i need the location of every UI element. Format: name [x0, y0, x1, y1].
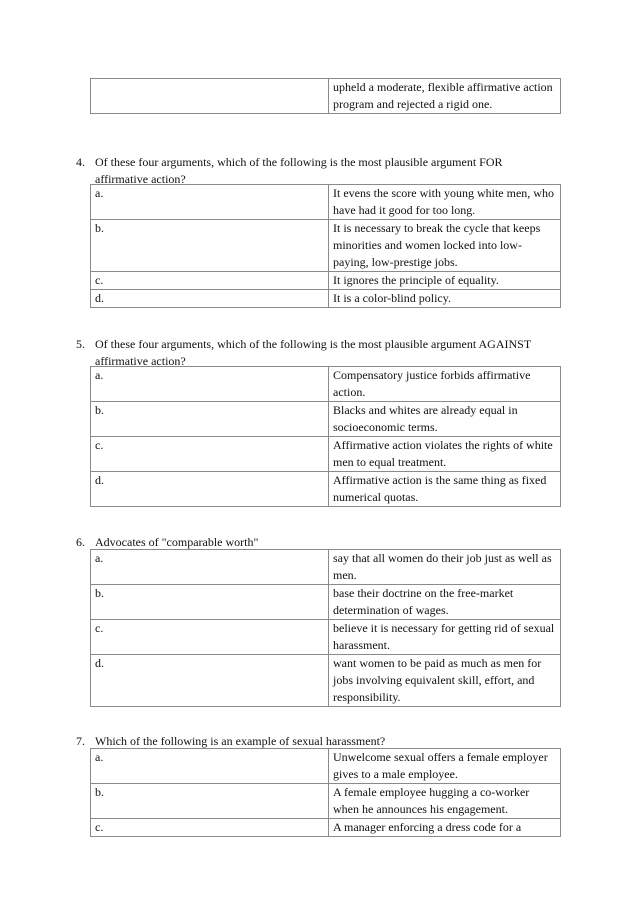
question-number: 5. — [76, 337, 85, 351]
option-text: Blacks and whites are already equal in socioeconomic terms. — [329, 402, 561, 437]
option-text: Affirmative action is the same thing as fixed numerical quotas. — [329, 472, 561, 507]
option-letter: c. — [91, 437, 329, 472]
option-text: Affirmative action violates the rights of white men to equal treatment. — [329, 437, 561, 472]
table-row — [91, 367, 561, 402]
option-text: It is necessary to break the cycle that keeps minorities and women locked into low-paying, low-prestige jobs. — [329, 220, 561, 272]
option-letter: d. — [91, 655, 329, 707]
table-row — [91, 220, 561, 272]
option-letter: a. — [91, 367, 329, 402]
table-row — [91, 585, 561, 620]
option-letter: c. — [91, 272, 329, 290]
option-letter — [91, 79, 329, 114]
table-row — [91, 437, 561, 472]
table-row — [91, 290, 561, 308]
question-text: Of these four arguments, which of the following is the most plausible argument FOR affirmative action? — [95, 155, 503, 186]
option-text: A manager enforcing a dress code for a — [329, 819, 561, 837]
option-text: upheld a moderate, flexible affirmative action program and rejected a rigid one. — [329, 79, 561, 114]
option-text: Compensatory justice forbids affirmative action. — [329, 367, 561, 402]
option-text: want women to be paid as much as men for jobs involving equivalent skill, effort, and responsibility. — [329, 655, 561, 707]
option-letter: b. — [91, 585, 329, 620]
option-letter: d. — [91, 472, 329, 507]
option-text: It is a color-blind policy. — [329, 290, 561, 308]
option-text: say that all women do their job just as well as men. — [329, 550, 561, 585]
table-row — [91, 272, 561, 290]
answer-table-q5 — [90, 366, 561, 507]
question-4 — [76, 154, 546, 188]
option-text: believe it is necessary for getting rid of sexual harassment. — [329, 620, 561, 655]
answer-table-q7 — [90, 748, 561, 837]
table-row — [91, 749, 561, 784]
table-row — [91, 819, 561, 837]
option-letter: a. — [91, 550, 329, 585]
answer-table-q6 — [90, 549, 561, 707]
option-text: It ignores the principle of equality. — [329, 272, 561, 290]
option-text: base their doctrine on the free-market determination of wages. — [329, 585, 561, 620]
table-row — [91, 620, 561, 655]
table-row — [91, 402, 561, 437]
answer-table-continued — [90, 78, 561, 114]
table-row — [91, 550, 561, 585]
question-text: Which of the following is an example of sexual harassment? — [95, 734, 386, 748]
option-letter: b. — [91, 402, 329, 437]
option-letter: a. — [91, 185, 329, 220]
option-letter: c. — [91, 620, 329, 655]
question-text: Of these four arguments, which of the following is the most plausible argument AGAINST affirmative action? — [95, 337, 531, 368]
question-number: 7. — [76, 734, 85, 748]
option-letter: d. — [91, 290, 329, 308]
option-letter: b. — [91, 220, 329, 272]
option-text: Unwelcome sexual offers a female employer gives to a male employee. — [329, 749, 561, 784]
table-row — [91, 79, 561, 114]
option-letter: a. — [91, 749, 329, 784]
option-text: A female employee hugging a co-worker when he announces his engagement. — [329, 784, 561, 819]
table-row — [91, 185, 561, 220]
option-text: It evens the score with young white men, who have had it good for too long. — [329, 185, 561, 220]
option-letter: c. — [91, 819, 329, 837]
option-letter: b. — [91, 784, 329, 819]
table-row — [91, 655, 561, 707]
question-number: 6. — [76, 535, 85, 549]
question-text: Advocates of "comparable worth" — [95, 535, 259, 549]
question-number: 4. — [76, 155, 85, 169]
question-5 — [76, 336, 546, 370]
table-row — [91, 784, 561, 819]
answer-table-q4 — [90, 184, 561, 308]
table-row — [91, 472, 561, 507]
